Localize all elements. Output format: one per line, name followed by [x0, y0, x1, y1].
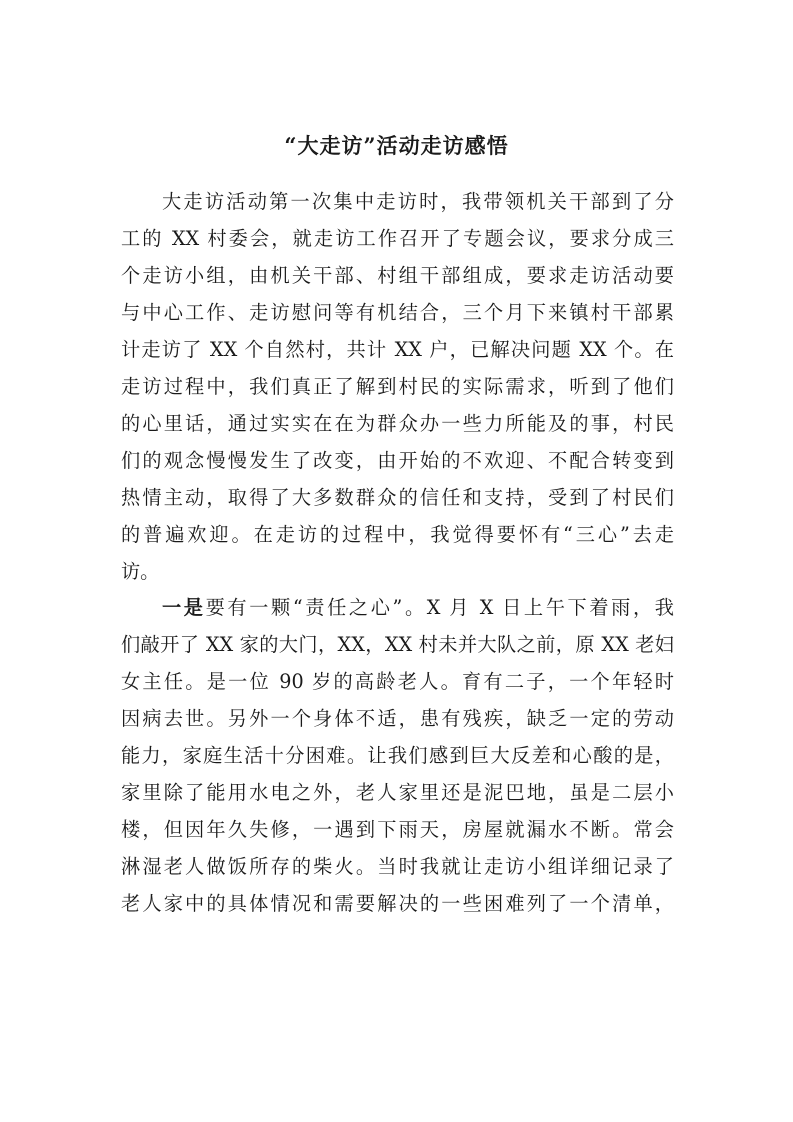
paragraph-1 [121, 183, 674, 590]
paragraph-line: 的心里话，通过实实在在为群众办一些力所能及的事，村民 [121, 412, 674, 435]
paragraph-line: 楼，但因年久失修，一遇到下雨天，房屋就漏水不断。常会 [121, 818, 674, 841]
paragraph-line: 走访过程中，我们真正了解到村民的实际需求，听到了他们 [121, 375, 674, 398]
paragraph-line: 们的观念慢慢发生了改变，由开始的不欢迎、不配合转变到 [121, 449, 674, 472]
paragraph-line: 访。 [121, 560, 160, 583]
paragraph-line: 计走访了 XX 个自然村，共计 XX 户，已解决问题 XX 个。在 [121, 338, 674, 361]
paragraph-line: 女主任。是一位 90 岁的高龄老人。育有二子，一个年轻时 [121, 670, 674, 693]
paragraph-line: 能力，家庭生活十分困难。让我们感到巨大反差和心酸的是， [121, 744, 674, 767]
paragraph-line: 老人家中的具体情况和需要解决的一些困难列了一个清单， [121, 892, 674, 915]
paragraph-line: 与中心工作、走访慰问等有机结合，三个月下来镇村干部累 [121, 301, 674, 324]
paragraph-line: 因病去世。另外一个身体不适，患有残疾，缺乏一定的劳动 [121, 707, 674, 730]
paragraph-line: 们敲开了 XX 家的大门，XX，XX 村未并大队之前，原 XX 老妇 [121, 633, 674, 656]
paragraph-2 [121, 589, 674, 922]
paragraph-line: 工的 XX 村委会，就走访工作召开了专题会议，要求分成三 [121, 227, 674, 250]
document-title: “大走访”活动走访感悟 [284, 133, 509, 158]
paragraph-line: 大走访活动第一次集中走访时，我带领机关干部到了分 [162, 190, 674, 213]
paragraph-lead: 一是 [162, 596, 206, 619]
paragraph-first-line-rest: 要有一颗“责任之心”。X 月 X 日上午下着雨，我 [205, 596, 674, 619]
paragraph-line: 淋湿老人做饭所存的柴火。当时我就让走访小组详细记录了 [121, 855, 674, 878]
paragraph-line: 的普遍欢迎。在走访的过程中，我觉得要怀有“三心”去走 [121, 523, 674, 546]
paragraph-first-line [121, 589, 674, 626]
paragraph-line: 热情主动，取得了大多数群众的信任和支持，受到了村民们 [121, 486, 674, 509]
paragraph-line: 家里除了能用水电之外，老人家里还是泥巴地，虽是二层小 [121, 781, 674, 804]
paragraph-line: 个走访小组，由机关干部、村组干部组成，要求走访活动要 [121, 264, 674, 287]
